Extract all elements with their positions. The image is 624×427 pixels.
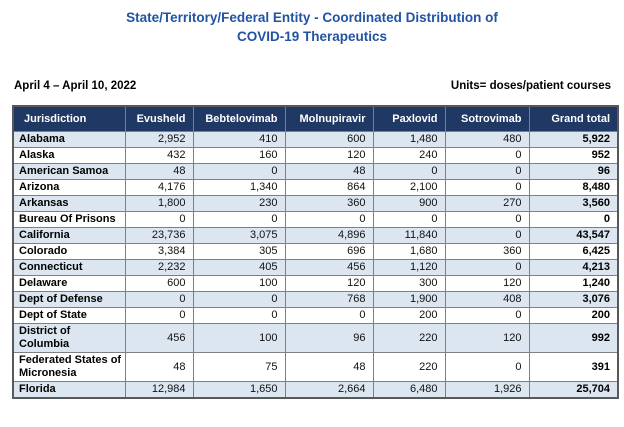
grand-total-cell: 0 bbox=[529, 212, 618, 228]
jurisdiction-cell: California bbox=[13, 228, 125, 244]
value-cell: 12,984 bbox=[125, 382, 193, 399]
table-row bbox=[13, 276, 618, 292]
jurisdiction-cell: Arkansas bbox=[13, 196, 125, 212]
grand-total-cell: 43,547 bbox=[529, 228, 618, 244]
value-cell: 696 bbox=[285, 244, 373, 260]
grand-total-cell: 4,213 bbox=[529, 260, 618, 276]
jurisdiction-cell: Dept of State bbox=[13, 308, 125, 324]
grand-total-cell: 6,425 bbox=[529, 244, 618, 260]
jurisdiction-cell: Alabama bbox=[13, 132, 125, 148]
column-header-paxlovid: Paxlovid bbox=[373, 106, 445, 132]
table-row bbox=[13, 180, 618, 196]
value-cell: 408 bbox=[445, 292, 529, 308]
value-cell: 100 bbox=[193, 276, 285, 292]
value-cell: 4,896 bbox=[285, 228, 373, 244]
column-header-bebtelovimab: Bebtelovimab bbox=[193, 106, 285, 132]
table-header bbox=[13, 106, 618, 132]
jurisdiction-cell: Alaska bbox=[13, 148, 125, 164]
units-label: Units= doses/patient courses bbox=[450, 79, 611, 92]
value-cell: 432 bbox=[125, 148, 193, 164]
value-cell: 160 bbox=[193, 148, 285, 164]
column-header-sotrovimab: Sotrovimab bbox=[445, 106, 529, 132]
grand-total-cell: 200 bbox=[529, 308, 618, 324]
value-cell: 48 bbox=[125, 164, 193, 180]
value-cell: 1,900 bbox=[373, 292, 445, 308]
value-cell: 240 bbox=[373, 148, 445, 164]
value-cell: 120 bbox=[445, 324, 529, 353]
grand-total-cell: 391 bbox=[529, 353, 618, 382]
value-cell: 0 bbox=[285, 308, 373, 324]
value-cell: 2,952 bbox=[125, 132, 193, 148]
value-cell: 1,650 bbox=[193, 382, 285, 399]
grand-total-cell: 8,480 bbox=[529, 180, 618, 196]
jurisdiction-cell: American Samoa bbox=[13, 164, 125, 180]
value-cell: 480 bbox=[445, 132, 529, 148]
value-cell: 48 bbox=[285, 164, 373, 180]
jurisdiction-cell: Federated States of Micronesia bbox=[13, 353, 125, 382]
value-cell: 200 bbox=[373, 308, 445, 324]
value-cell: 900 bbox=[373, 196, 445, 212]
value-cell: 0 bbox=[445, 308, 529, 324]
jurisdiction-cell: District of Columbia bbox=[13, 324, 125, 353]
value-cell: 0 bbox=[373, 212, 445, 228]
value-cell: 0 bbox=[193, 164, 285, 180]
value-cell: 456 bbox=[285, 260, 373, 276]
value-cell: 120 bbox=[285, 148, 373, 164]
value-cell: 360 bbox=[445, 244, 529, 260]
value-cell: 0 bbox=[445, 353, 529, 382]
jurisdiction-cell: Delaware bbox=[13, 276, 125, 292]
value-cell: 6,480 bbox=[373, 382, 445, 399]
value-cell: 0 bbox=[445, 164, 529, 180]
value-cell: 120 bbox=[285, 276, 373, 292]
value-cell: 2,100 bbox=[373, 180, 445, 196]
value-cell: 0 bbox=[193, 292, 285, 308]
grand-total-cell: 952 bbox=[529, 148, 618, 164]
jurisdiction-cell: Connecticut bbox=[13, 260, 125, 276]
date-range-label: April 4 – April 10, 2022 bbox=[14, 79, 137, 92]
value-cell: 864 bbox=[285, 180, 373, 196]
value-cell: 360 bbox=[285, 196, 373, 212]
column-header-evusheld: Evusheld bbox=[125, 106, 193, 132]
therapeutics-table bbox=[12, 105, 619, 400]
value-cell: 2,664 bbox=[285, 382, 373, 399]
value-cell: 120 bbox=[445, 276, 529, 292]
meta-row bbox=[14, 80, 611, 92]
value-cell: 230 bbox=[193, 196, 285, 212]
table-row bbox=[13, 164, 618, 180]
value-cell: 270 bbox=[445, 196, 529, 212]
grand-total-cell: 3,076 bbox=[529, 292, 618, 308]
page-title bbox=[42, 9, 582, 47]
grand-total-cell: 5,922 bbox=[529, 132, 618, 148]
value-cell: 0 bbox=[125, 308, 193, 324]
grand-total-cell: 3,560 bbox=[529, 196, 618, 212]
table-row bbox=[13, 212, 618, 228]
value-cell: 23,736 bbox=[125, 228, 193, 244]
value-cell: 0 bbox=[193, 308, 285, 324]
value-cell: 0 bbox=[125, 292, 193, 308]
value-cell: 11,840 bbox=[373, 228, 445, 244]
table-row bbox=[13, 244, 618, 260]
value-cell: 48 bbox=[285, 353, 373, 382]
value-cell: 0 bbox=[445, 148, 529, 164]
value-cell: 100 bbox=[193, 324, 285, 353]
grand-total-cell: 992 bbox=[529, 324, 618, 353]
table-row bbox=[13, 148, 618, 164]
value-cell: 4,176 bbox=[125, 180, 193, 196]
value-cell: 220 bbox=[373, 324, 445, 353]
value-cell: 0 bbox=[445, 180, 529, 196]
value-cell: 410 bbox=[193, 132, 285, 148]
value-cell: 300 bbox=[373, 276, 445, 292]
page-title-line1: State/Territory/Federal Entity - Coordinated Distribution of bbox=[126, 10, 498, 25]
value-cell: 600 bbox=[125, 276, 193, 292]
table-row bbox=[13, 228, 618, 244]
value-cell: 0 bbox=[373, 164, 445, 180]
table-row bbox=[13, 132, 618, 148]
grand-total-cell: 96 bbox=[529, 164, 618, 180]
column-header-molnupiravir: Molnupiravir bbox=[285, 106, 373, 132]
value-cell: 1,800 bbox=[125, 196, 193, 212]
value-cell: 1,926 bbox=[445, 382, 529, 399]
grand-total-cell: 25,704 bbox=[529, 382, 618, 399]
value-cell: 768 bbox=[285, 292, 373, 308]
value-cell: 0 bbox=[445, 228, 529, 244]
jurisdiction-cell: Florida bbox=[13, 382, 125, 399]
jurisdiction-cell: Arizona bbox=[13, 180, 125, 196]
value-cell: 1,340 bbox=[193, 180, 285, 196]
value-cell: 0 bbox=[125, 212, 193, 228]
page-title-line2: COVID-19 Therapeutics bbox=[236, 28, 388, 44]
table-row bbox=[13, 196, 618, 212]
jurisdiction-cell: Dept of Defense bbox=[13, 292, 125, 308]
value-cell: 600 bbox=[285, 132, 373, 148]
jurisdiction-cell: Colorado bbox=[13, 244, 125, 260]
jurisdiction-cell: Bureau Of Prisons bbox=[13, 212, 125, 228]
value-cell: 3,075 bbox=[193, 228, 285, 244]
table-header-row bbox=[13, 106, 618, 132]
value-cell: 0 bbox=[445, 212, 529, 228]
value-cell: 0 bbox=[285, 212, 373, 228]
table-row bbox=[13, 353, 618, 382]
table-row bbox=[13, 382, 618, 399]
value-cell: 405 bbox=[193, 260, 285, 276]
table-row bbox=[13, 260, 618, 276]
column-header-jurisdiction: Jurisdiction bbox=[13, 106, 125, 132]
value-cell: 0 bbox=[193, 212, 285, 228]
value-cell: 305 bbox=[193, 244, 285, 260]
value-cell: 75 bbox=[193, 353, 285, 382]
value-cell: 1,120 bbox=[373, 260, 445, 276]
table-row bbox=[13, 308, 618, 324]
value-cell: 2,232 bbox=[125, 260, 193, 276]
grand-total-cell: 1,240 bbox=[529, 276, 618, 292]
value-cell: 1,680 bbox=[373, 244, 445, 260]
value-cell: 48 bbox=[125, 353, 193, 382]
value-cell: 3,384 bbox=[125, 244, 193, 260]
column-header-grand-total: Grand total bbox=[529, 106, 618, 132]
value-cell: 456 bbox=[125, 324, 193, 353]
value-cell: 220 bbox=[373, 353, 445, 382]
value-cell: 96 bbox=[285, 324, 373, 353]
table-body bbox=[13, 132, 618, 399]
value-cell: 0 bbox=[445, 260, 529, 276]
table-row bbox=[13, 292, 618, 308]
table-row bbox=[13, 324, 618, 353]
value-cell: 1,480 bbox=[373, 132, 445, 148]
